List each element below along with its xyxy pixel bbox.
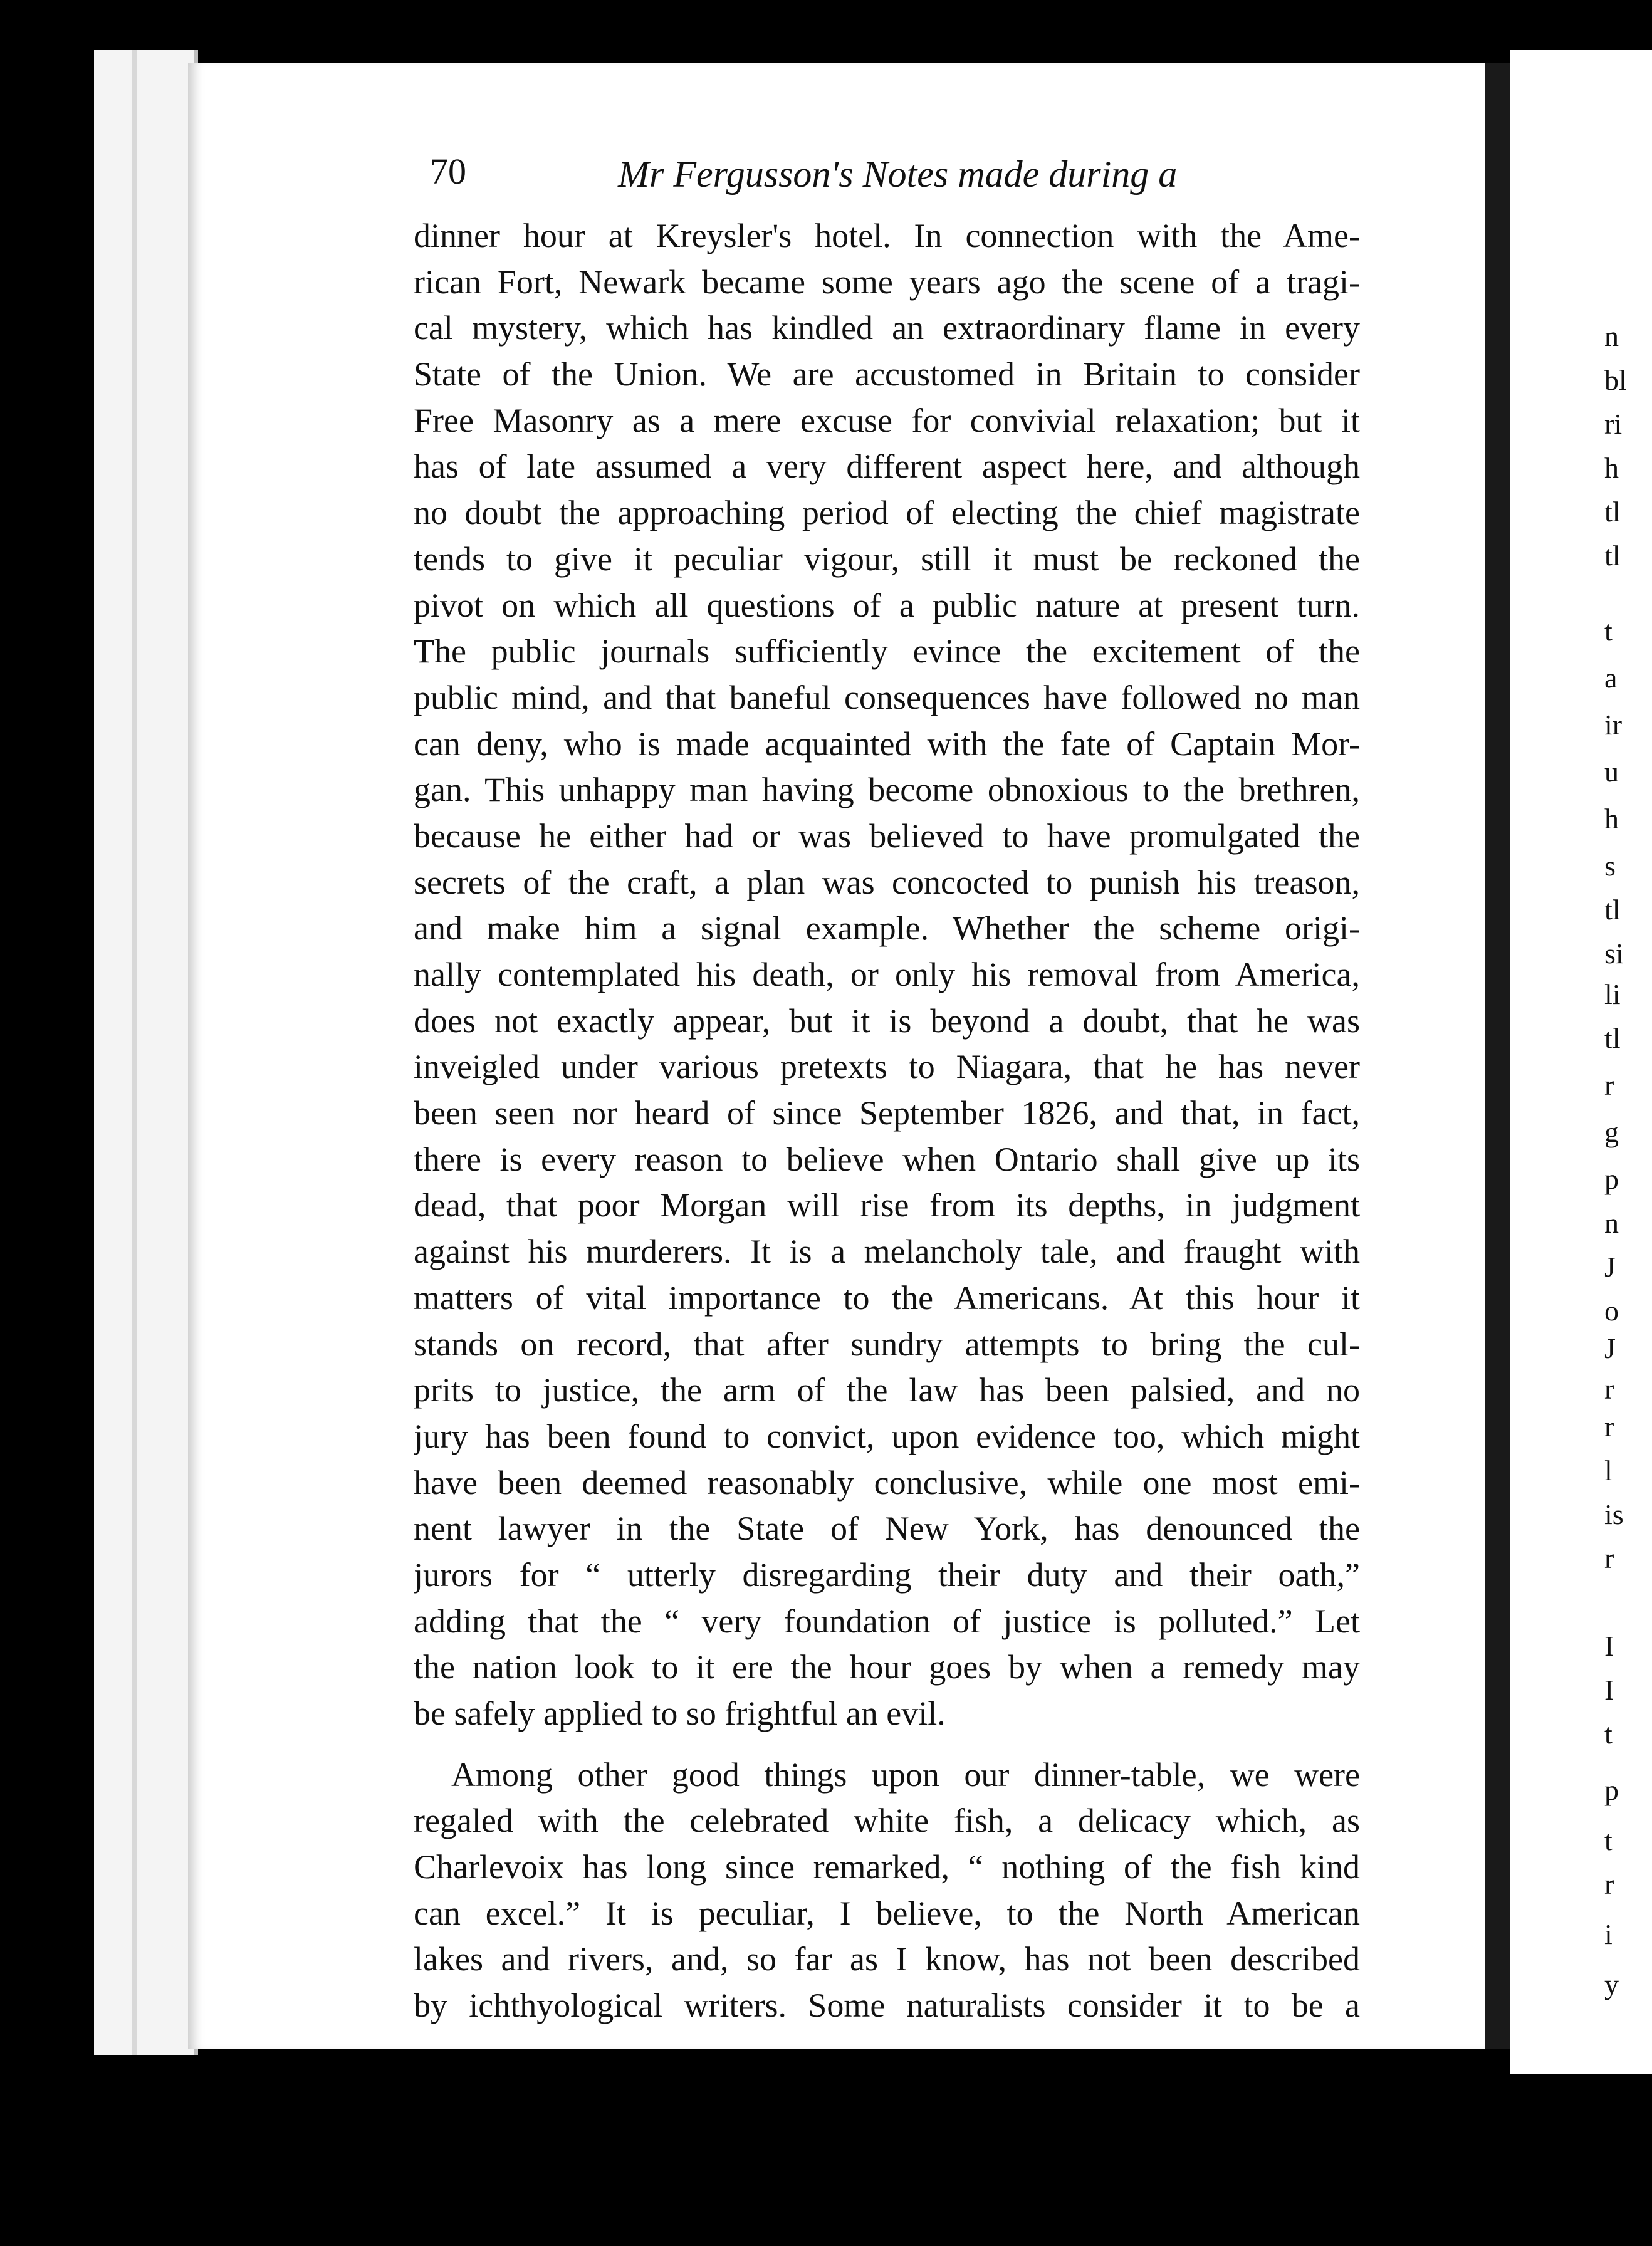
facing-page-fragment: r xyxy=(1604,1373,1614,1405)
text-line: cal mystery, which has kindled an extraordinary flame in every xyxy=(414,309,1360,347)
facing-page-fragment: ri xyxy=(1604,408,1623,440)
facing-page-fragment: r xyxy=(1604,1542,1614,1574)
text-line: jury has been found to convict, upon evidence too, which might xyxy=(414,1417,1360,1455)
text-line: tends to give it peculiar vigour, still it must be reckoned the xyxy=(414,540,1360,578)
facing-page-fragment: J xyxy=(1604,1251,1616,1283)
text-line: public mind, and that baneful consequences have followed no man xyxy=(414,678,1360,716)
text-line: dinner hour at Kreysler's hotel. In connection with the Ame- xyxy=(414,217,1360,254)
text-line: regaled with the celebrated white fish, a delicacy which, as xyxy=(414,1802,1360,1840)
text-line: dead, that poor Morgan will rise from its depths, in judgment xyxy=(414,1186,1360,1225)
text-line: matters of vital importance to the Americans. At this hour it xyxy=(414,1278,1360,1317)
text-line: stands on record, that after sundry attempts to bring the cul- xyxy=(414,1325,1360,1363)
facing-page-fragment: o xyxy=(1604,1295,1619,1327)
text-line: by ichthyological writers. Some naturalists consider it to be a xyxy=(414,1987,1360,2025)
paragraph-gap xyxy=(414,1737,1360,1752)
facing-page-fragment: ir xyxy=(1604,709,1623,741)
facing-page-fragment: si xyxy=(1604,938,1624,969)
text-line: Free Masonry as a mere excuse for convivial relaxation; but it xyxy=(414,401,1360,439)
facing-page-fragment: is xyxy=(1604,1498,1624,1530)
facing-page-fragment: tl xyxy=(1604,894,1621,926)
text-line: and make him a signal example. Whether the scheme origi- xyxy=(414,909,1360,948)
running-head xyxy=(430,150,1245,201)
facing-page-edge xyxy=(1510,50,1652,2074)
facing-page-fragment: r xyxy=(1604,1411,1614,1443)
facing-page-fragment: li xyxy=(1604,978,1621,1010)
text-line: inveigled under various pretexts to Niagara, that he has never xyxy=(414,1048,1360,1086)
facing-page-fragment: I xyxy=(1604,1630,1614,1662)
text-line: The public journals sufficiently evince the excitement of the xyxy=(414,632,1360,671)
facing-page-fragment: I xyxy=(1604,1674,1614,1706)
facing-page-fragment: t xyxy=(1604,1824,1613,1856)
text-line: jurors for “ utterly disregarding their duty and their oath,” xyxy=(414,1555,1360,1594)
facing-page-fragment: h xyxy=(1604,452,1619,484)
page-edge-stack xyxy=(94,50,198,2055)
facing-page-fragment: tl xyxy=(1604,496,1621,528)
facing-page-fragment: h xyxy=(1604,803,1619,835)
text-line: nent lawyer in the State of New York, has denounced the xyxy=(414,1510,1360,1548)
text-line: rican Fort, Newark became some years ago the scene of a tragi- xyxy=(414,263,1360,301)
text-line: been seen nor heard of since September 1826, and that, in fact, xyxy=(414,1094,1360,1132)
facing-page-fragment: a xyxy=(1604,662,1618,694)
facing-page-fragment: r xyxy=(1604,1868,1614,1900)
facing-page-fragment: n xyxy=(1604,1207,1619,1239)
text-line: lakes and rivers, and, so far as I know, has not been described xyxy=(414,1940,1360,1978)
text-line: have been deemed reasonably conclusive, while one most emi- xyxy=(414,1463,1360,1502)
facing-page-fragment: r xyxy=(1604,1069,1614,1101)
text-line: does not exactly appear, but it is beyond a doubt, that he was xyxy=(414,1001,1360,1040)
facing-page-fragment: t xyxy=(1604,615,1613,647)
facing-page-fragment: p xyxy=(1604,1163,1619,1195)
text-line: there is every reason to believe when Ontario shall give up its xyxy=(414,1140,1360,1178)
text-line: secrets of the craft, a plan was concocted to punish his treason, xyxy=(414,863,1360,901)
text-line: because he either had or was believed to have promulgated the xyxy=(414,817,1360,855)
text-line: State of the Union. We are accustomed in Britain to consider xyxy=(414,355,1360,394)
text-line: adding that the “ very foundation of justice is polluted.” Let xyxy=(414,1602,1360,1640)
facing-page-fragment: J xyxy=(1604,1332,1616,1364)
text-line: against his murderers. It is a melancholy tale, and fraught with xyxy=(414,1233,1360,1271)
facing-page-fragment: p xyxy=(1604,1774,1619,1806)
facing-page-fragment: tl xyxy=(1604,1022,1621,1054)
book-gutter xyxy=(1485,63,1510,2049)
paragraph xyxy=(414,1752,1360,2029)
text-line: gan. This unhappy man having become obnoxious to the brethren, xyxy=(414,771,1360,809)
paragraph xyxy=(414,213,1360,1737)
text-line: prits to justice, the arm of the law has been palsied, and no xyxy=(414,1371,1360,1409)
facing-page-fragment: l xyxy=(1604,1455,1613,1486)
text-line: has of late assumed a very different aspect here, and although xyxy=(414,447,1360,486)
text-line: pivot on which all questions of a public nature at present turn. xyxy=(414,586,1360,624)
text-line: no doubt the approaching period of electing the chief magistrate xyxy=(414,494,1360,532)
text-line: the nation look to it ere the hour goes by when a remedy may xyxy=(414,1648,1360,1686)
text-line: nally contemplated his death, or only his removal from America, xyxy=(414,956,1360,993)
page-number: 70 xyxy=(430,151,466,192)
text-line: Charlevoix has long since remarked, “ nothing of the fish kind xyxy=(414,1848,1360,1886)
text-line: can excel.” It is peculiar, I believe, to the North American xyxy=(414,1894,1360,1932)
facing-page-fragment: u xyxy=(1604,756,1619,788)
text-line: Among other good things upon our dinner-table, we were xyxy=(451,1755,1360,1794)
body-text xyxy=(414,213,1360,2029)
facing-page-fragment: y xyxy=(1604,1968,1619,2000)
facing-page-fragment: g xyxy=(1604,1116,1619,1148)
facing-page-fragment: bl xyxy=(1604,364,1627,396)
text-line: can deny, who is made acquainted with the fate of Captain Mor- xyxy=(414,724,1360,763)
text-line: be safely applied to so frightful an evil. xyxy=(414,1695,946,1732)
facing-page-fragment: n xyxy=(1604,320,1619,352)
facing-page-fragment: t xyxy=(1604,1718,1613,1750)
running-title: Mr Fergusson's Notes made during a xyxy=(618,154,1178,195)
facing-page-fragment: tl xyxy=(1604,540,1621,572)
facing-page-fragment: i xyxy=(1604,1918,1613,1950)
facing-page-fragment: s xyxy=(1604,850,1616,882)
